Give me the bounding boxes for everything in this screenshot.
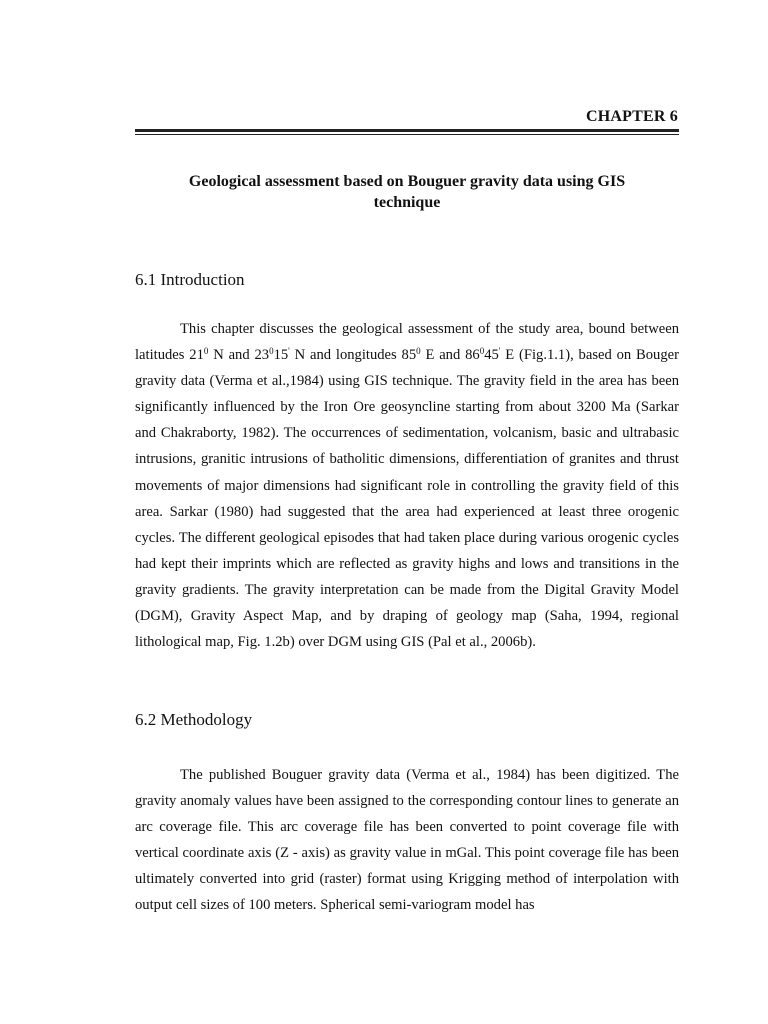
section-heading-methodology: 6.2 Methodology xyxy=(135,710,253,729)
text-run: N and longitudes 85 xyxy=(289,347,417,364)
document-title xyxy=(135,171,679,213)
methodology-paragraph: The published Bouguer gravity data (Verma et al., 1984) has been digitized. The gravity anomaly values have been assigned to the corresponding contour lines to generate an arc coverage file. This arc coverage file has been converted to point coverage file with vertical coordinate axis (Z - axis) as gravity value in mGal. This point coverage file has been ultimately converted into grid (raster) format using Krigging method of interpolation with output cell sizes of 100 meters. Spherical semi-variogram model has xyxy=(135,767,679,914)
introduction-paragraph xyxy=(135,316,679,655)
superscript: 0 xyxy=(269,346,274,357)
section-heading-introduction: 6.1 Introduction xyxy=(135,270,245,289)
text-run: N and 23 xyxy=(208,347,270,364)
chapter-label: CHAPTER 6 xyxy=(585,108,678,125)
text-run: E (Fig.1.1), based on Bouger gravity data (Verma et al.,1984) using GIS technique. The gravity field in the area has been significantly influenced by the Iron Ore geosyncline starting from about 3200 Ma (Sarkar and Chakraborty, 1982). The occurrences of sedimentation, volcanism, basic and ultrabasic intrusions, granitic intrusions of batholitic dimensions, differentiation of granites and thrust movements of major dimensions had significant role in controlling the gravity field of this area. Sarkar (1980) had suggested that the area had experienced at least three orogenic cycles. The different geological episodes that had taken place during various orogenic cycles had kept their imprints which are reflected as gravity highs and lows and transitions in the gravity gradients. The gravity interpretation can be made from the Digital Gravity Model (DGM), Gravity Aspect Map, and by draping of geology map (Saha, 1994, regional lithological map, Fig. 1.2b) over DGM using GIS (Pal et al., 2006b). xyxy=(135,347,679,651)
superscript: 0 xyxy=(203,346,209,357)
superscript: ' xyxy=(288,346,290,357)
superscript: 0 xyxy=(479,346,485,357)
document-title-line-2: technique xyxy=(373,194,441,211)
document-title-line-1: Geological assessment based on Bouguer gravity data using GIS xyxy=(188,173,626,190)
text-run: 45 xyxy=(484,347,499,364)
superscript: ' xyxy=(498,346,501,357)
header-rule-thin xyxy=(135,134,679,135)
text-run: E and 86 xyxy=(420,347,480,364)
text-run: 15 xyxy=(273,347,289,364)
header-rule-thick xyxy=(135,129,679,132)
superscript: 0 xyxy=(416,346,421,357)
text-run: This chapter discusses the geological assessment of the study area, bound between latitudes 21 xyxy=(135,321,679,364)
